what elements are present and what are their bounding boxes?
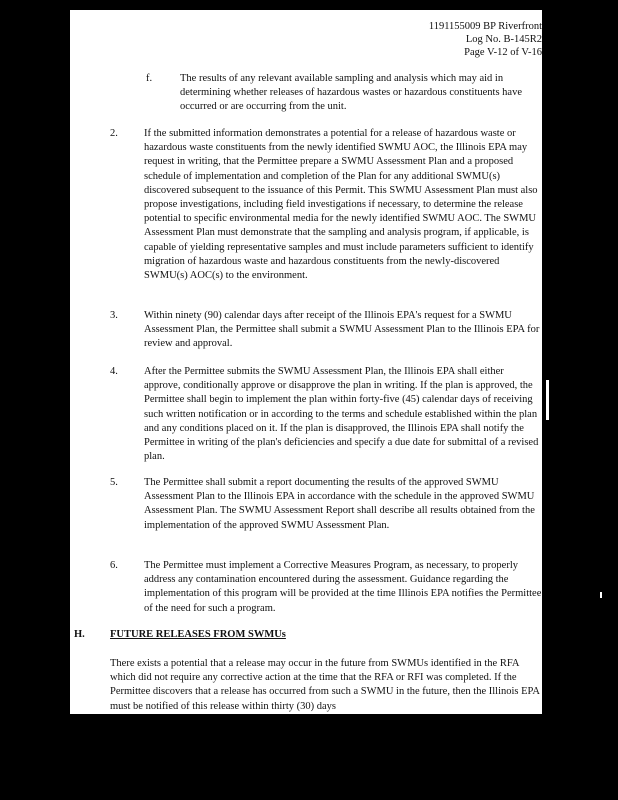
header-log-number: Log No. B-145R2 [465,34,542,45]
section-h-text: There exists a potential that a release may occur in the future from SWMUs identified in the RFA which did not require any corrective action at the time that the RFA or RFI was completed. If the Permittee discovers that a release has occurred from such a SWMU in the future, then the Illinois EPA must be notified of this release within thirty (30) days [110,658,540,712]
item-4-text: After the Permittee submits the SWMU Assessment Plan, the Illinois EPA shall either approve, conditionally approve or disapprove the plan in writing. If the plan is approved, the Permittee shall begin to implement the plan within forty-five (45) calendar days of receiving such written notification or in according to the terms and schedule established within the plan and any conditions placed on it. If the plan is disapproved, the Illinois EPA shall notify the Permittee in writing of the plan's deficiencies and specify a due date for submittal of a revised plan. [144,366,539,463]
item-6-number: 6. [110,560,118,571]
item-3-text: Within ninety (90) calendar days after receipt of the Illinois EPA's request for a SWMU Assessment Plan, the Permittee shall submit a SWMU Assessment Plan to the Illinois EPA for review and approval. [144,310,540,350]
scan-edge-speck [600,592,602,598]
item-f-label: f. [146,73,153,84]
item-2-number: 2. [110,128,118,139]
header-facility-id: 1191155009 BP Riverfront [428,21,542,32]
item-4-number: 4. [110,366,118,377]
item-2-text: If the submitted information demonstrates a potential for a release of hazardous waste or hazardous waste constituents from the newly identified SWMU AOC, the Illinois EPA may request in writing, that the Permittee prepare a SWMU Assessment Plan and a proposed schedule of implementation and completion of the Plan for any additional SWMU(s) discovered subsequent to the issuance of this Permit. This SWMU Assessment Plan must also propose investigations, including field investigations if necessary, to determine the release potential to specific environmental media for the newly identified SWMU AOC. The SWMU Assessment Plan must demonstrate that the sampling and analysis program, if applicable, is capable of yielding representative samples and must include parameters sufficient to identify migration of hazardous waste and hazardous constituents from the newly-discovered SWMU(s) AOC(s) to the environment. [144,128,538,282]
header-page-number: Page V-12 of V-16 [464,47,542,58]
document-page [70,10,542,714]
scan-edge-mark [546,380,549,420]
item-5-number: 5. [110,477,118,488]
item-3-number: 3. [110,310,118,321]
item-5-text: The Permittee shall submit a report documenting the results of the approved SWMU Assessment Plan to the Illinois EPA in accordance with the schedule in the approved SWMU Assessment Plan. The SWMU Assessment Report shall describe all results obtained from the implementation of the approved SWMU Assessment Plan. [144,477,535,531]
page-header [429,20,542,59]
section-h-number: H. [74,629,85,640]
section-h-title: FUTURE RELEASES FROM SWMUs [110,629,286,640]
item-6-text: The Permittee must implement a Corrective Measures Program, as necessary, to properly address any contamination encountered during the assessment. Guidance regarding the implementation of this program will be provided at the time Illinois EPA notifies the Permittee of the need for such a program. [144,560,542,614]
item-f-text: The results of any relevant available sampling and analysis which may aid in determining whether releases of hazardous wastes or hazardous constituents have occurred or are occurring from the unit. [180,73,523,113]
